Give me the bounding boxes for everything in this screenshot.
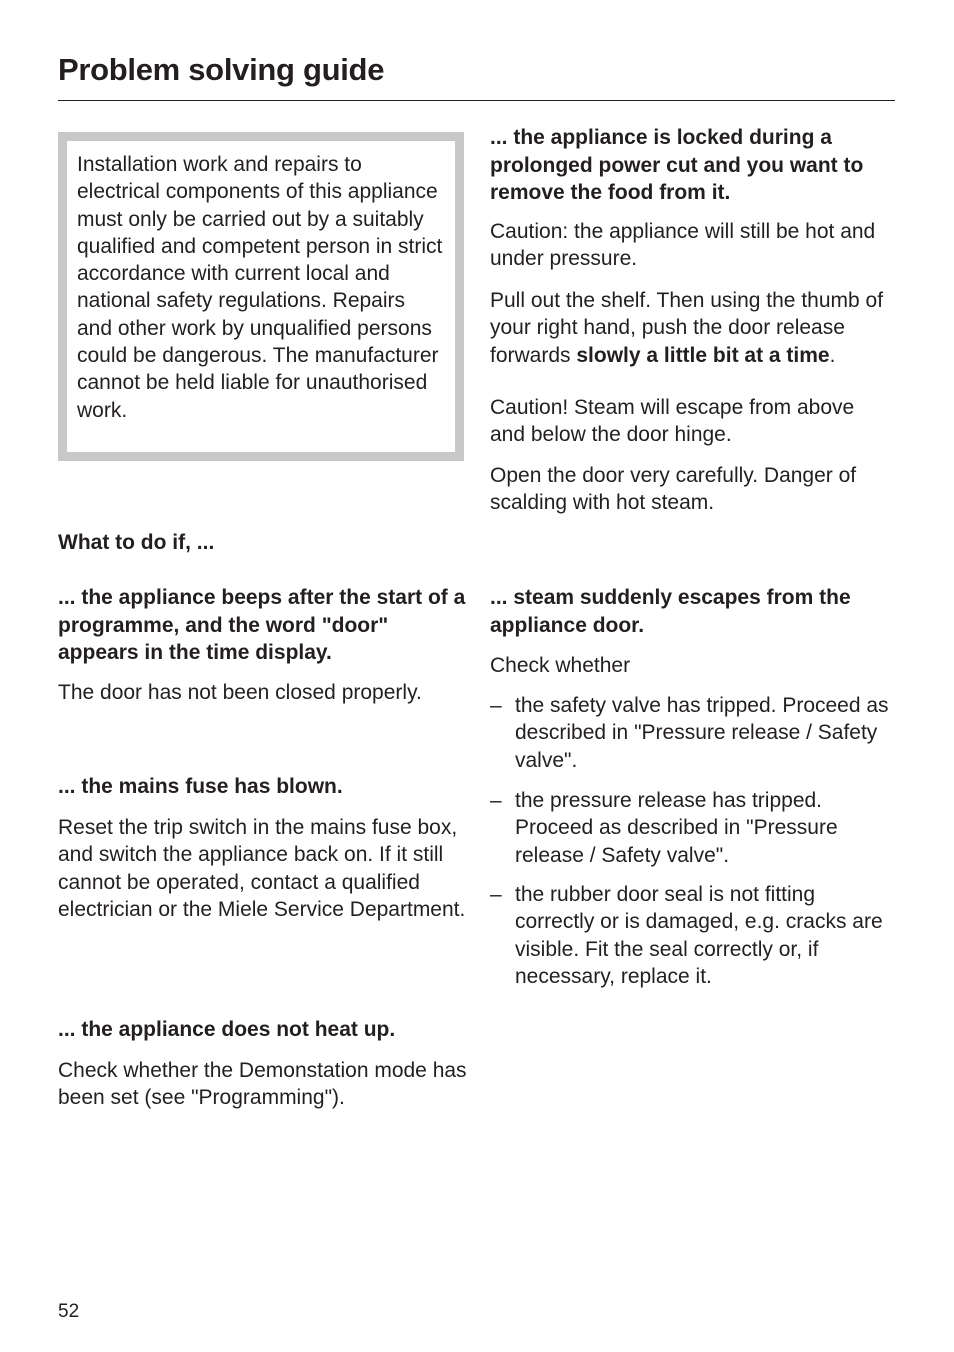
fuse-text: Reset the trip switch in the mains fuse box, and switch the appliance back on. If it still cannot be operated, contact a qualified electrician or the Miele Service Department.	[58, 816, 466, 921]
list-item-text: the pressure release has tripped. Proceed as described in "Pressure release / Safety valve".	[515, 789, 838, 867]
what-to-do-heading: What to do if, ...	[58, 531, 215, 554]
open-door-text: Open the door very carefully. Danger of scalding with hot steam.	[490, 464, 857, 515]
steam-heading: ... steam suddenly escapes from the appliance door.	[490, 586, 851, 637]
pull-end: .	[829, 343, 836, 367]
list-item-text: the safety valve has tripped. Proceed as described in "Pressure release / Safety valve".	[515, 694, 889, 772]
steam-caution: Caution! Steam will escape from above and below the door hinge.	[490, 396, 855, 447]
locked-instructions	[490, 287, 895, 369]
title-divider	[58, 100, 895, 101]
pull-bold-text: slowly a little bit at a time	[576, 343, 830, 367]
dash-bullet: –	[490, 883, 502, 906]
pull-text: Pull out the shelf. Then using the thumb of your right hand, push the door release forwards	[490, 289, 884, 367]
heat-heading: ... the appliance does not heat up.	[58, 1018, 396, 1041]
door-heading: ... the appliance beeps after the start of a programme, and the word "door" appears in the time display.	[58, 586, 466, 664]
page-number: 52	[58, 1301, 80, 1322]
door-text: The door has not been closed properly.	[58, 681, 422, 704]
warning-box	[58, 132, 464, 461]
dash-bullet: –	[490, 789, 502, 812]
page-title: Problem solving guide	[58, 52, 385, 87]
dash-bullet: –	[490, 694, 502, 717]
fuse-heading: ... the mains fuse has blown.	[58, 775, 343, 798]
warning-text: Installation work and repairs to electrical components of this appliance must only be carried out by a suitably qualified and competent person in strict accordance with current local and national safety regulations. Repairs and other work by unqualified persons could be dangerous. The manufacturer cannot be held liable for unauthorised work.	[77, 153, 443, 422]
locked-caution: Caution: the appliance will still be hot and under pressure.	[490, 220, 876, 271]
check-whether: Check whether	[490, 654, 631, 677]
heat-text: Check whether the Demonstation mode has been set (see "Programming").	[58, 1059, 467, 1110]
list-item-text: the rubber door seal is not fitting correctly or is damaged, e.g. cracks are visible. Fit the seal correctly or, if necessary, replace it.	[515, 883, 883, 988]
locked-heading: ... the appliance is locked during a prolonged power cut and you want to remove the food from it.	[490, 126, 864, 204]
